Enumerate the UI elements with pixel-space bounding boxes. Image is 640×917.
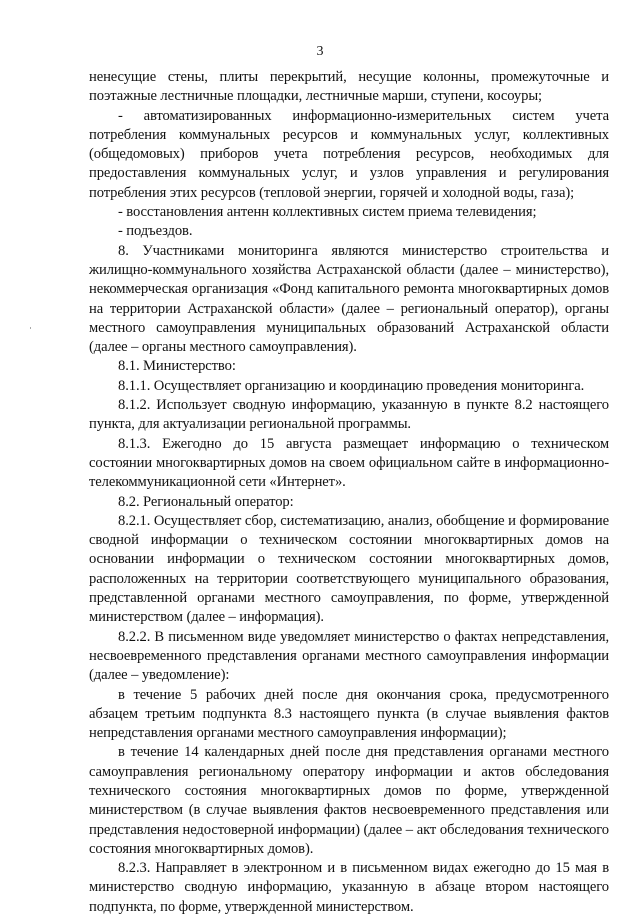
paragraph-8-2-operator: 8.2. Региональный оператор: <box>118 493 294 510</box>
paragraph-8-participants: 8. Участниками мониторинга являются министерство строительства и жилищно-коммунального хозяйства Астраханской области (далее – министерство), некоммерческая организация «Фонд капитального ремонта многоквартирных домов на территории Астраханской области» (далее – региональный оператор), органы местного самоуправления муниципальных образований Астраханской области (далее – органы местного самоуправления). <box>89 242 609 356</box>
list-item-automated-systems: - автоматизированных информационно-измерительных систем учета потребления коммунальных ресурсов и коммунальных услуг, коллективных (общедомовых) приборов учета потребления ресурсов, необходимых для предоставления коммунальных услуг, и узлов управления и регулирования потребления этих ресурсов (тепловой энергии, горячей и холодной воды, газа); <box>89 107 609 201</box>
paragraph-8-2-2: 8.2.2. В письменном виде уведомляет министерство о фактах непредставления, несвоевременного представления органами местного самоуправления информации (далее – уведомление): <box>89 628 609 684</box>
list-item-entrances: - подъездов. <box>118 223 193 240</box>
list-item-antennas: - восстановления антенн коллективных систем приема телевидения; <box>118 204 537 221</box>
paragraph-8-2-2-term-14-days: в течение 14 календарных дней после дня представления органами местного самоуправления региональному оператору информации и актов обследования технического состояния многоквартирных домов по форме, утвержденной министерством (в случае выявления фактов несвоевременного представления или представления недостоверной информации) (далее – акт обследования технического состояния многоквартирных домов). <box>89 744 609 857</box>
paragraph-8-1-1: 8.1.1. Осуществляет организацию и координацию проведения мониторинга. <box>118 377 585 394</box>
paragraph-8-2-2-term-5-days: в течение 5 рабочих дней после дня окончания срока, предусмотренного абзацем третьим подпункта 8.3 настоящего пункта (в случае выявления фактов непредставления органами местного самоуправления информации); <box>89 686 609 742</box>
paragraph-8-1-3: 8.1.3. Ежегодно до 15 августа размещает информацию о техническом состоянии многоквартирных домов на своем официальном сайте в информационно-телекоммуникационной сети «Интернет». <box>89 435 609 491</box>
paragraph-8-2-3: 8.2.3. Направляет в электронном и в письменном видах ежегодно до 15 мая в министерство сводную информацию, указанную в абзаце втором настоящего подпункта, по форме, утвержденной министерством. <box>89 860 609 915</box>
paragraph-8-1-2: 8.1.2. Использует сводную информацию, указанную в пункте 8.2 настоящего пункта, для актуализации региональной программы. <box>89 397 609 433</box>
paragraph-continuation: ненесущие стены, плиты перекрытий, несущие колонны, промежуточные и поэтажные лестничные площадки, лестничные марши, ступени, косоуры; <box>89 69 609 105</box>
document-body <box>89 68 609 917</box>
paragraph-8-2-1: 8.2.1. Осуществляет сбор, систематизацию, анализ, обобщение и формирование сводной информации о техническом состоянии многоквартирных домов на основании информации о техническом состоянии многоквартирных домов, расположенных на территории соответствующего муниципального образования, представленной органами местного самоуправления, по форме, утвержденной министерством (далее – информация). <box>89 512 609 626</box>
paragraph-8-1-ministry: 8.1. Министерство: <box>118 358 236 375</box>
scan-mark <box>30 327 31 329</box>
page-number: 3 <box>316 44 324 59</box>
